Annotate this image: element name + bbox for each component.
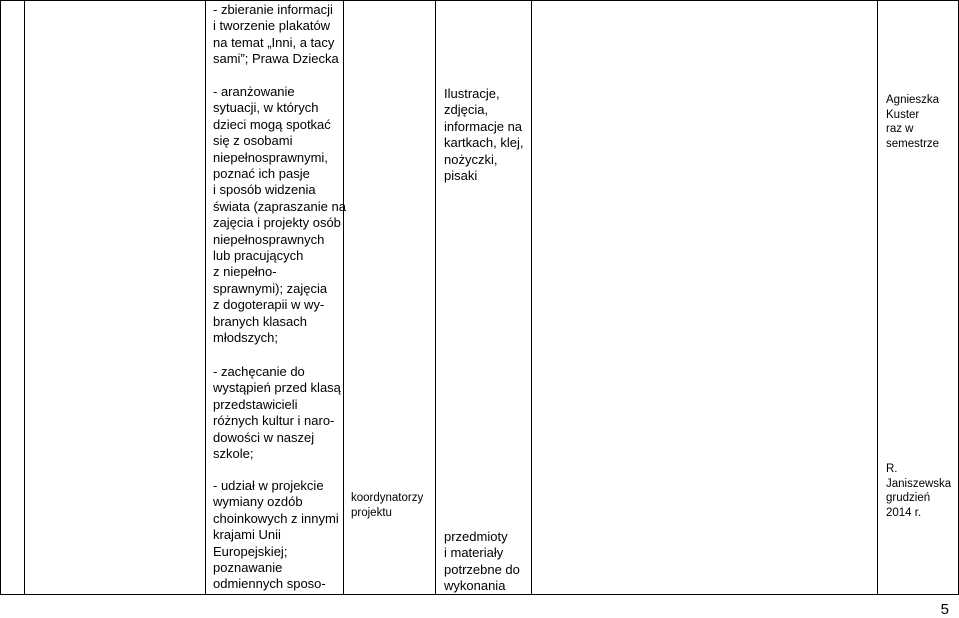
- col-border-6: [531, 0, 532, 595]
- page-number: 5: [940, 601, 949, 618]
- materials-list-1: Ilustracje, zdjęcia, informacje na kartkach, klej, nożyczki, pisaki: [444, 86, 524, 184]
- activity-disability-meetings: - aranżowanie sytuacji, w których dzieci mogą spotkać się z osobami niepełnosprawnymi, poznać ich pasje i sposób widzenia świata (zapraszanie na zajęcia i projekty osób niepełnosprawnych lub pracujących z niepełno- sprawnymi); zajęcia z dogoterapii w wy- branych klasach młodszych;: [213, 84, 346, 346]
- materials-list-2: przedmioty i materiały potrzebne do wykonania: [444, 529, 520, 594]
- col-border-3: [205, 0, 206, 595]
- activity-culture-presentations: - zachęcanie do wystąpień przed klasą przedstawicieli różnych kultur i naro- dowości w naszej szkole;: [213, 364, 341, 462]
- person-term-2: R. Janiszewska grudzień 2014 r.: [886, 463, 952, 519]
- col-border-2: [24, 0, 25, 595]
- col-border-7: [877, 0, 878, 595]
- table-top-border: [0, 0, 959, 1]
- activity-posters: - zbieranie informacji i tworzenie plakatów na temat „Inni, a tacy sami”; Prawa Dziecka: [213, 2, 339, 67]
- col-border-1: [0, 0, 1, 595]
- col-border-5: [435, 0, 436, 595]
- person-term-1: Agnieszka Kuster raz w semestrze: [886, 94, 940, 150]
- responsible-coordinators: koordynatorzy projektu: [351, 492, 424, 519]
- activity-ornament-exchange: - udział w projekcie wymiany ozdób choinkowych z innymi krajami Unii Europejskiej; poznawanie odmiennych sposo-: [213, 478, 339, 592]
